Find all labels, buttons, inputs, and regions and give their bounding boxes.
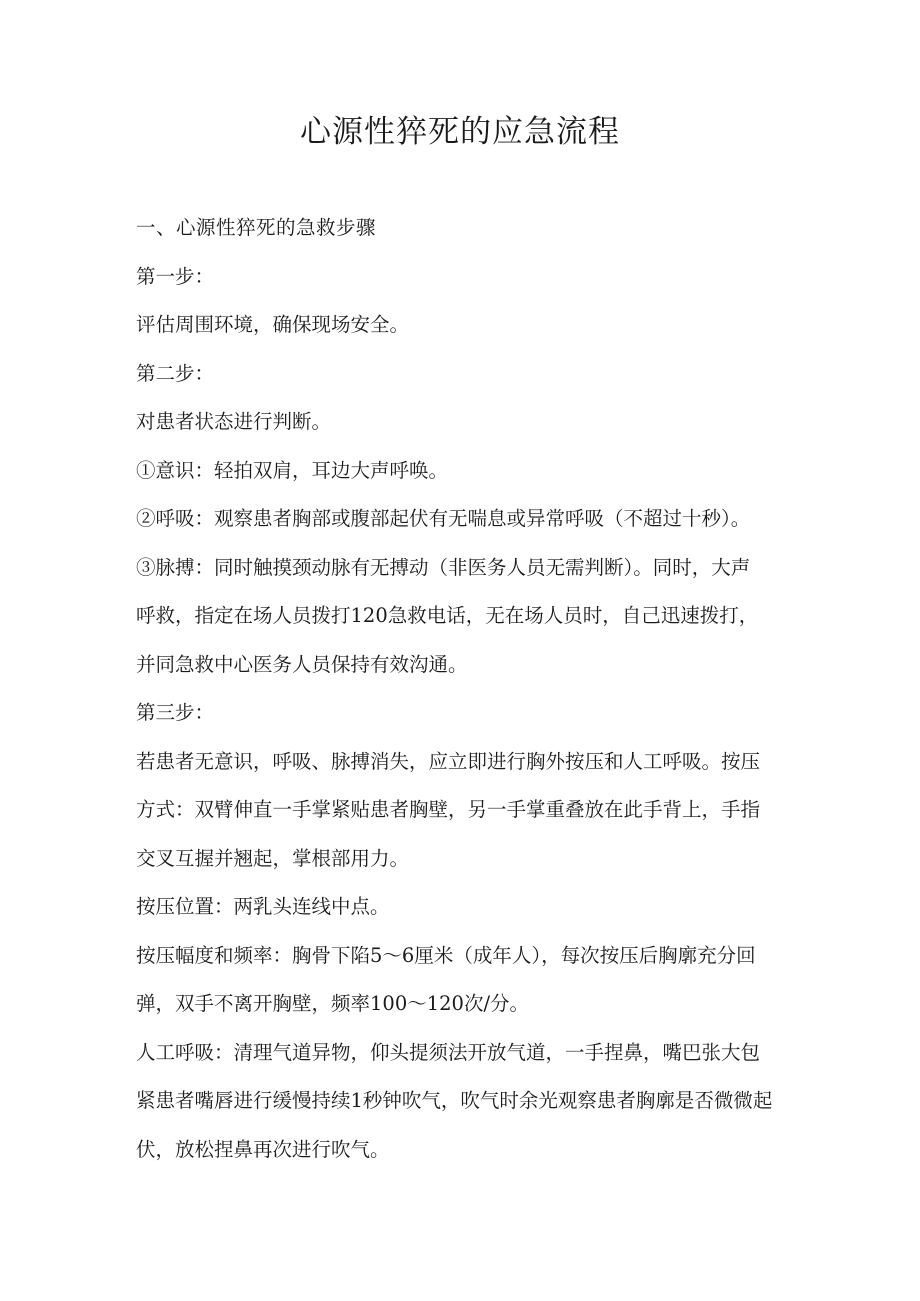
step1-label: 第一步： <box>136 264 215 288</box>
step1-text: 评估周围环境，确保现场安全。 <box>136 313 410 336</box>
step2-intro: 对患者状态进行判断。 <box>136 410 332 433</box>
press-depth-line: 按压幅度和频率：胸骨下陷5～6厘米（成年人），每次按压后胸廓充分回 <box>136 943 756 967</box>
document-body <box>136 204 796 1174</box>
press-depth-line: 弹，双手不离开胸壁，频率100～120次/分。 <box>136 992 530 1015</box>
step2-item-pulse-line: 呼救，指定在场人员拨打120急救电话，无在场人员时，自己迅速拨打， <box>136 604 759 627</box>
document-title: 心源性猝死的应急流程 <box>300 114 620 150</box>
step3-text-line: 交叉互握并翘起，掌根部用力。 <box>136 846 410 870</box>
section-heading: 一、心源性猝死的急救步骤 <box>136 216 377 239</box>
step3-label: 第三步： <box>136 701 215 724</box>
step2-label: 第二步： <box>136 361 215 385</box>
step2-item-pulse-line: 并同急救中心医务人员保持有效沟通。 <box>136 652 468 676</box>
rescue-breath-line: 伏，放松捏鼻再次进行吹气。 <box>136 1137 390 1161</box>
step3-text-line: 若患者无意识，呼吸、脉搏消失，应立即进行胸外按压和人工呼吸。按压 <box>136 749 761 773</box>
step3-text-line: 方式：双臂伸直一手掌紧贴患者胸壁，另一手掌重叠放在此手背上，手指 <box>136 798 761 821</box>
step2-item-consciousness: ①意识：轻拍双肩，耳边大声呼唤。 <box>136 458 449 482</box>
press-position: 按压位置：两乳头连线中点。 <box>136 895 390 918</box>
rescue-breath-line: 紧患者嘴唇进行缓慢持续1秒钟吹气，吹气时余光观察患者胸廓是否微微起 <box>136 1089 773 1112</box>
step2-item-breathing: ②呼吸：观察患者胸部或腹部起伏有无喘息或异常呼吸（不超过十秒）。 <box>136 507 751 530</box>
rescue-breath-line: 人工呼吸：清理气道异物，仰头提须法开放气道，一手捏鼻，嘴巴张大包 <box>136 1040 761 1064</box>
step2-item-pulse-line: ③脉搏：同时触摸颈动脉有无搏动（非医务人员无需判断）。同时，大声 <box>136 555 751 579</box>
